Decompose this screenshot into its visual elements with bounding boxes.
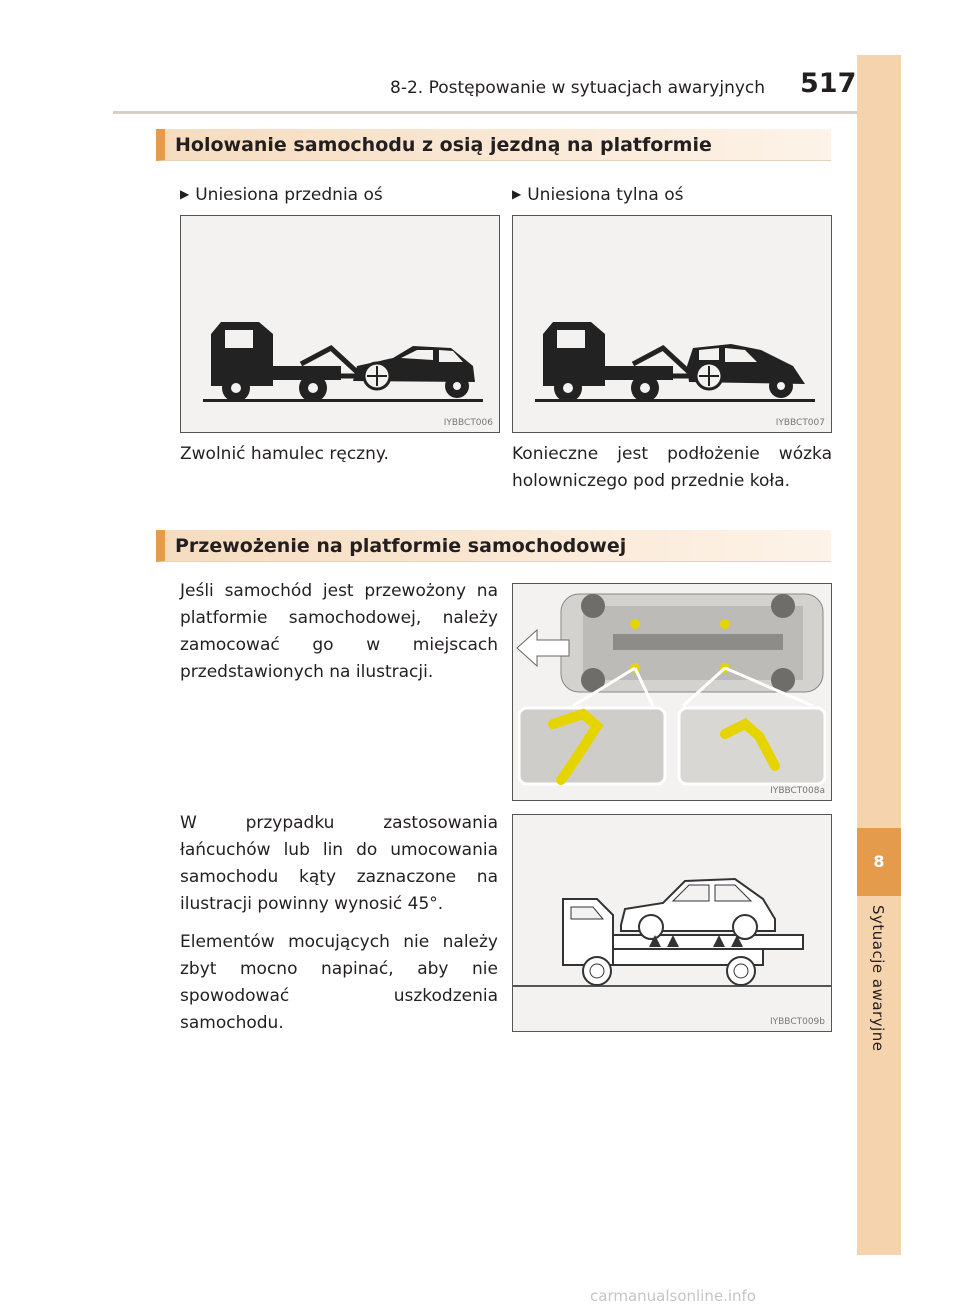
undercarriage-illustration (513, 584, 832, 801)
bullet-label: Uniesiona tylna oś (527, 185, 684, 205)
caption-rear-axle: Konieczne jest podłożenie wózka holowniczego pod przednie koła. (512, 444, 832, 491)
section-heading-text: Przewożenie na platformie samochodowej (175, 535, 627, 557)
section-heading-text: Holowanie samochodu z osią jezdną na platformie (175, 134, 712, 156)
caption-front-axle: Zwolnić hamulec ręczny. (180, 444, 389, 464)
bullet-front-axle (180, 185, 383, 205)
figure-front-axle-tow (180, 215, 500, 433)
section-heading-towing (156, 129, 831, 161)
tow-truck-rear-illustration (513, 216, 832, 433)
chapter-number: 8 (873, 852, 885, 871)
bullet-label: Uniesiona przednia oś (195, 185, 383, 205)
figure-code: IYBBCT009b (769, 1017, 825, 1027)
paragraph-tension-warning: Elementów mocujących nie należy zbyt mocno napinać, aby nie spowodować uszkodzenia samochodu. (180, 932, 498, 1033)
figure-rear-axle-tow (512, 215, 832, 433)
flatbed-illustration (513, 815, 832, 1032)
paragraph-tie-down-points: Jeśli samochód jest przewożony na platformie samochodowej, należy zamocować go w miejscach przedstawionych na ilustracji. (180, 581, 498, 682)
figure-code: IYBBCT007 (775, 418, 825, 428)
figure-flatbed-transport (512, 814, 832, 1032)
triangle-bullet-icon: ▶ (512, 187, 522, 201)
bullet-rear-axle (512, 185, 684, 205)
figure-code: IYBBCT008a (770, 786, 825, 796)
section-heading-transport (156, 530, 831, 562)
tow-truck-front-illustration (181, 216, 500, 433)
chapter-side-tab (857, 55, 901, 1255)
footer-watermark[interactable]: carmanualsonline.info (590, 1287, 756, 1305)
running-header: 8-2. Postępowanie w sytuacjach awaryjnych (390, 78, 766, 98)
triangle-bullet-icon: ▶ (180, 187, 190, 201)
figure-code: IYBBCT006 (443, 418, 493, 428)
paragraph-chain-angles: W przypadku zastosowania łańcuchów lub lin do umocowania samochodu kąty zaznaczone na ilustracji powinny wynosić 45°. (180, 813, 498, 914)
page-number: 517 (800, 68, 857, 99)
chapter-title: Sytuacje awaryjne (869, 905, 887, 1052)
header-rule (113, 111, 857, 114)
figure-tie-down-points (512, 583, 832, 801)
